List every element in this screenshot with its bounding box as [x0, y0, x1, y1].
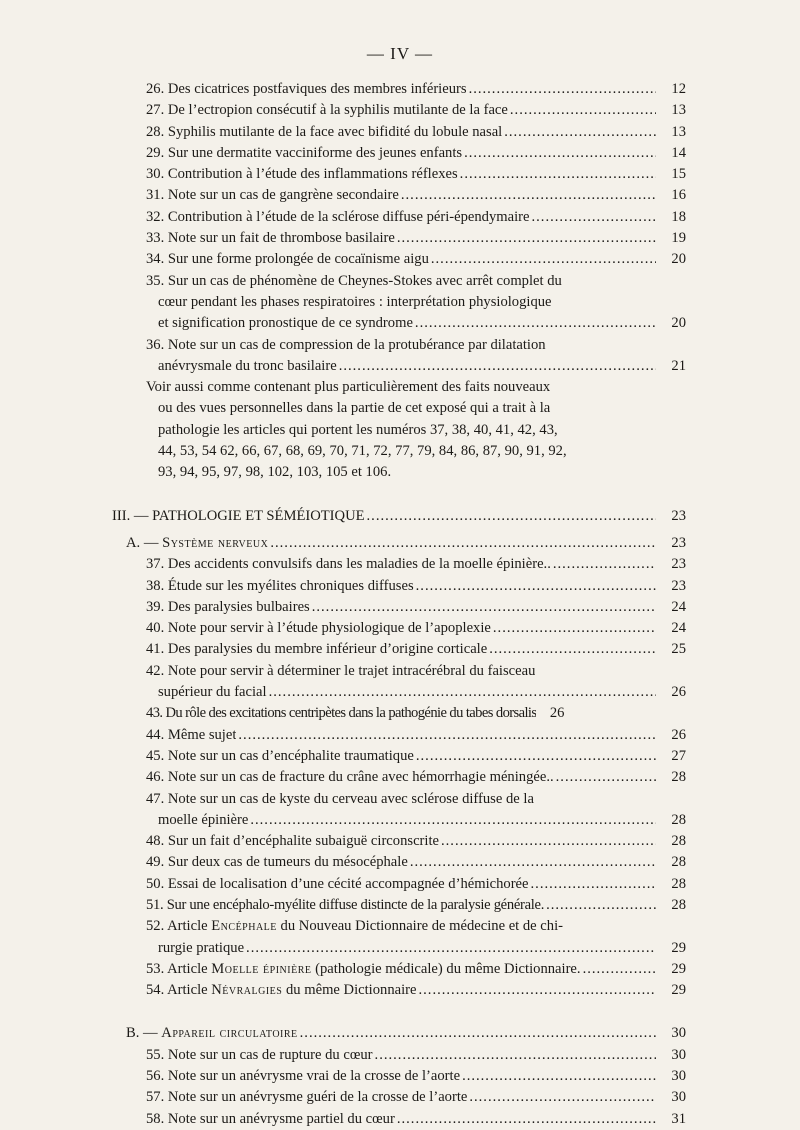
- toc-entry-58: 58. Note sur un anévrysme partiel du cœur ..... 31: [112, 1109, 686, 1130]
- toc-entry-31: 31. Note sur un cas de gangrène secondaire ..... 16: [112, 185, 686, 206]
- toc-entry-44: 44. Même sujet ..... 26: [112, 725, 686, 746]
- section-heading-iii: III. — PATHOLOGIE ET SÉMÉIOTIQUE ..... 23: [112, 506, 686, 527]
- toc-entry-29: 29. Sur une dermatite vacciniforme des jeunes enfants ..... 14: [112, 143, 686, 164]
- toc-entry-37: 37. Des accidents convulsifs dans les maladies de la moelle épinière.. ..... 23: [112, 554, 686, 575]
- subsection-heading-b: B. — Appareil circulatoire ..... 30: [112, 1023, 686, 1044]
- toc-entry-39: 39. Des paralysies bulbaires ..... 24: [112, 597, 686, 618]
- toc-entry-55: 55. Note sur un cas de rupture du cœur ..... 30: [112, 1045, 686, 1066]
- toc-entry-40: 40. Note pour servir à l’étude physiologique de l’apoplexie ..... 24: [112, 618, 686, 639]
- voir-aussi-note: Voir aussi comme contenant plus particulièrement des faits nouveaux ou des vues personnelles dans la partie de cet exposé qui a trait à la pathologie les articles qui portent les numéros 37, 38, 40, 41, 42, 43, 44, 53, 54 62, 66, 67, 68, 69, 70, 71, 72, 77, 79, 84, 86, 87, 90, 91, 92, 93, 94, 95, 97, 98, 102, 103, 105 et 106.: [146, 379, 567, 481]
- toc-entry-46: 46. Note sur un cas de fracture du crâne avec hémorrhagie méningée.. ..... 28: [112, 767, 686, 788]
- toc-entry-51: 51. Sur une encéphalo-myélite diffuse distincte de la paralysie générale. ..... 28: [112, 895, 686, 916]
- toc-entry-30: 30. Contribution à l’étude des inflammations réflexes ..... 15: [112, 164, 686, 185]
- toc-entry-54: 54. Article Névralgies du même Dictionnaire ..... 29: [112, 980, 686, 1001]
- toc-entry-57: 57. Note sur un anévrysme guéri de la crosse de l’aorte ..... 30: [112, 1087, 686, 1108]
- toc-entry-45: 45. Note sur un cas d’encéphalite traumatique ..... 27: [112, 746, 686, 767]
- toc-entry-38: 38. Étude sur les myélites chroniques diffuses ..... 23: [112, 576, 686, 597]
- toc-entry-56: 56. Note sur un anévrysme vrai de la crosse de l’aorte ..... 30: [112, 1066, 686, 1087]
- toc-entry-47: 47. Note sur un cas de kyste du cerveau avec sclérose diffuse de la moelle épinière ..... 28: [112, 789, 686, 832]
- toc-entry-49: 49. Sur deux cas de tumeurs du mésocéphale ..... 28: [112, 852, 686, 873]
- toc-entry-34: 34. Sur une forme prolongée de cocaïnisme aigu ..... 20: [112, 249, 686, 270]
- toc-entry-32: 32. Contribution à l’étude de la sclérose diffuse péri-épendymaire ..... 18: [112, 207, 686, 228]
- page-number-header: — IV —: [366, 44, 434, 63]
- toc-entry-42: 42. Note pour servir à déterminer le trajet intracérébral du faisceau supérieur du facial ..... 26: [112, 661, 686, 704]
- toc-entry-33: 33. Note sur un fait de thrombose basilaire ..... 19: [112, 228, 686, 249]
- table-of-contents: [112, 79, 686, 1130]
- subsection-heading-a: A. — Système nerveux ..... 23: [112, 533, 686, 554]
- toc-entry-28: 28. Syphilis mutilante de la face avec bifidité du lobule nasal ..... 13: [112, 122, 686, 143]
- toc-entry-48: 48. Sur un fait d’encéphalite subaiguë circonscrite ..... 28: [112, 831, 686, 852]
- toc-entry-41: 41. Des paralysies du membre inférieur d’origine corticale ..... 25: [112, 639, 686, 660]
- toc-entry-50: 50. Essai de localisation d’une cécité accompagnée d’hémichorée ..... 28: [112, 874, 686, 895]
- toc-entry-43: 43. Du rôle des excitations centripètes dans la pathogénie du tabes dorsalis 26: [146, 705, 565, 722]
- toc-entry-36: 36. Note sur un cas de compression de la protubérance par dilatation anévrysmale du tronc basilaire ..... 21: [112, 335, 686, 378]
- toc-entry-27: 27. De l’ectropion consécutif à la syphilis mutilante de la face ..... 13: [112, 100, 686, 121]
- toc-entry-26: 26. Des cicatrices postfaviques des membres inférieurs ..... 12: [112, 79, 686, 100]
- toc-entry-53: 53. Article Moelle épinière (pathologie médicale) du même Dictionnaire. ..... 29: [112, 959, 686, 980]
- toc-entry-52: 52. Article Encéphale du Nouveau Dictionnaire de médecine et de chi- rurgie pratique ..... 29: [112, 916, 686, 959]
- toc-entry-35: 35. Sur un cas de phénomène de Cheynes-Stokes avec arrêt complet du cœur pendant les phases respiratoires : interprétation physiologique et signification pronostique de ce syndrome ..... 20: [112, 271, 686, 335]
